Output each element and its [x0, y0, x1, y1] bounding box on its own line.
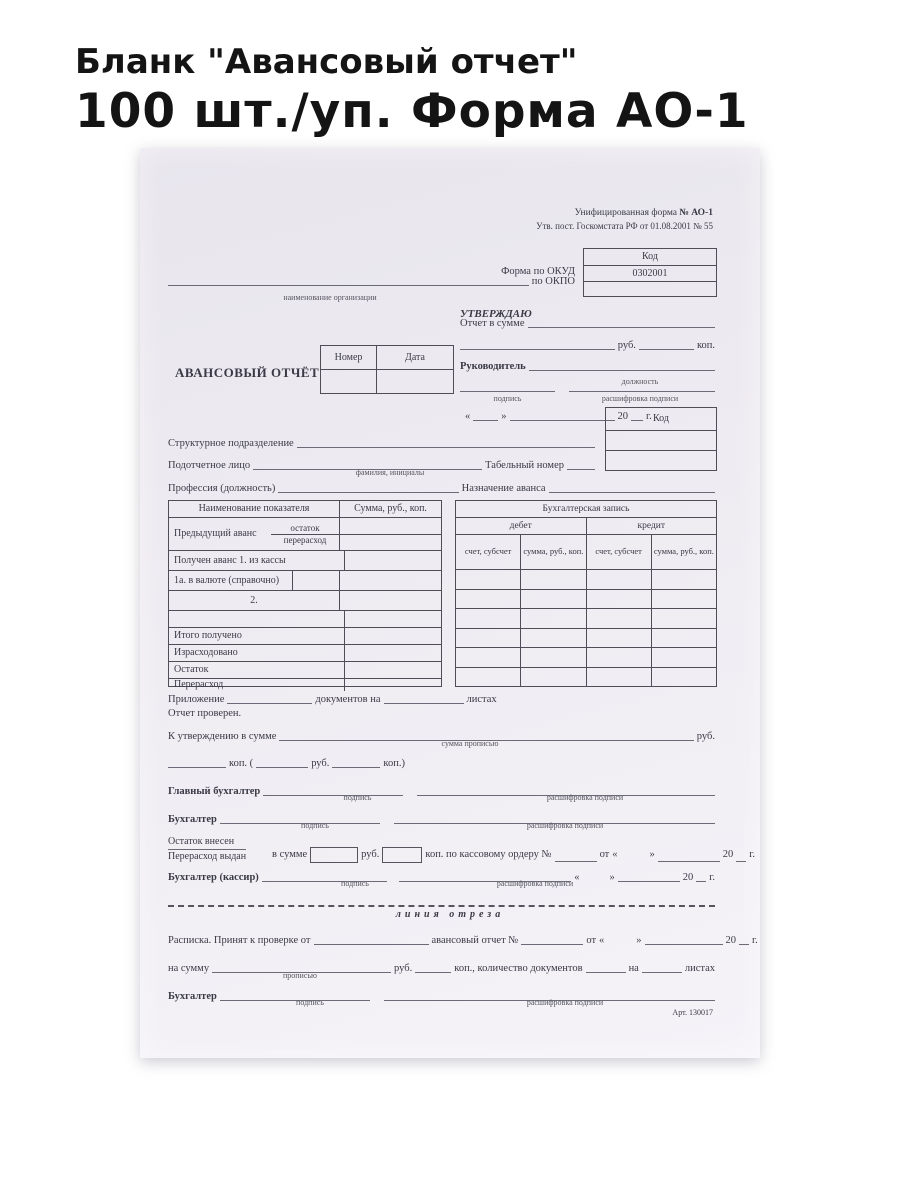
- blank-line: [555, 858, 597, 862]
- position-caption: должность: [621, 377, 659, 386]
- received-cash-sum: [345, 551, 441, 570]
- okud-code-box: [583, 248, 717, 297]
- rest-total-sum: [345, 662, 441, 678]
- code-box-2: [605, 407, 717, 471]
- code-header-2: Код: [606, 408, 716, 431]
- blank-line: [549, 489, 715, 493]
- blank-line: [736, 858, 746, 862]
- blank-line: [460, 346, 615, 350]
- debit-account-header: счет, субсчет: [456, 535, 521, 569]
- attachment-row: Приложение документов на листах: [168, 694, 497, 705]
- blank-line: [227, 700, 312, 704]
- rest-deposited-label: Остаток внесен: [168, 836, 246, 850]
- cut-line-label: линия отреза: [395, 909, 505, 920]
- profession-row: Профессия (должность) Назначение аванса: [168, 483, 715, 494]
- sign-decode-caption: расшифровка подписи: [601, 394, 679, 403]
- prev-advance-label: Предыдущий аванс: [174, 528, 257, 540]
- name-caption: фамилия, инициалы: [355, 468, 425, 477]
- head-date-row: « » 20 г.: [465, 411, 652, 422]
- overrun-total-sum: [345, 679, 441, 691]
- accountable-person-row: Подотчетное лицо Табельный номер: [168, 460, 595, 471]
- debit-sum-header: сумма, руб., коп.: [521, 535, 586, 569]
- head-sign-row: [460, 388, 715, 393]
- accounting-empty-row: [456, 628, 716, 648]
- overrun-total-row: Перерасход: [169, 678, 441, 691]
- blank-line: [567, 466, 595, 470]
- accountant-row: Бухгалтер: [168, 814, 715, 825]
- product-title-line1: Бланк "Авансовый отчет": [75, 42, 578, 82]
- kop-paren-row: коп. ( руб. коп.): [168, 758, 418, 769]
- blank-line: [521, 941, 583, 945]
- code-cell-2b: [606, 451, 716, 470]
- form-title: АВАНСОВЫЙ ОТЧЁТ: [175, 365, 320, 380]
- report-checked: Отчет проверен.: [168, 708, 242, 719]
- chief-accountant-row: Главный бухгалтер: [168, 786, 715, 797]
- total-received-row: Итого получено: [169, 627, 441, 644]
- sign-caption: подпись: [296, 998, 324, 1007]
- accounting-title: Бухгалтерская запись: [456, 501, 716, 518]
- code-header: Код: [584, 249, 716, 266]
- date-label: Дата: [405, 351, 425, 363]
- cash-order-row: в сумме руб. коп. по кассовому ордеру № от « » 20 г.: [272, 847, 715, 863]
- credit-label: кредит: [637, 520, 666, 531]
- indicators-header: Наименование показателя Сумма, руб., коп.: [169, 501, 441, 517]
- number-date-empty: [321, 369, 453, 393]
- rest-sum-cell: [340, 518, 441, 535]
- blank-line: [645, 941, 723, 945]
- cut-dashed-line: [168, 905, 715, 907]
- blank-line: [473, 417, 498, 421]
- okud-code-value: 0302001: [584, 266, 716, 282]
- sign-decode-caption: расшифровка подписи: [526, 998, 604, 1007]
- struct-unit-row: Структурное подразделение: [168, 438, 595, 449]
- received-cash-row: Получен аванс 1. из кассы: [169, 550, 441, 570]
- org-name-line: [168, 276, 575, 287]
- spent-row: Израсходовано: [169, 644, 441, 661]
- number-cell: [321, 370, 377, 393]
- sum-kop-box: [382, 847, 422, 863]
- blank-line: [460, 388, 555, 392]
- form-ao1-paper: [140, 148, 760, 1058]
- accounting-empty-row: [456, 589, 716, 609]
- received-currency-row: [169, 570, 441, 590]
- code-cell-2a: [606, 431, 716, 451]
- sign-caption: подпись: [341, 879, 369, 888]
- report-in-sum-row: Отчет в сумме: [460, 318, 715, 329]
- blank-line: [528, 324, 716, 328]
- approved-by-line: Утв. пост. Госкомстата РФ от 01.08.2001 № 55: [536, 221, 713, 231]
- sign-decode-caption: расшифровка подписи: [496, 879, 574, 888]
- okpo-code-cell: [584, 282, 716, 296]
- number-date-table: [320, 345, 454, 394]
- blank-line: [297, 444, 595, 448]
- blank-line: [384, 700, 464, 704]
- overrun-sublabel: перерасход: [283, 534, 327, 545]
- received-currency-sum: [340, 571, 441, 590]
- words-caption: прописью: [282, 971, 318, 980]
- head-row: Руководитель: [460, 361, 715, 372]
- sum-words-caption: сумма прописью: [441, 739, 499, 748]
- org-caption: наименование организации: [283, 293, 377, 302]
- number-label: Номер: [321, 346, 377, 369]
- blank-line: [529, 367, 715, 371]
- accounting-empty-row: [456, 608, 716, 628]
- blank-line: [510, 417, 615, 421]
- blank-line: [314, 941, 429, 945]
- empty-row: [169, 610, 441, 627]
- blank-line: [168, 282, 529, 286]
- sign-decode-caption: расшифровка подписи: [546, 793, 624, 802]
- row-2: 2.: [169, 590, 441, 610]
- blank-line: [639, 346, 694, 350]
- blank-line: [332, 764, 380, 768]
- approve-label: УТВЕРЖДАЮ: [460, 308, 532, 320]
- sign-caption: подпись: [343, 793, 372, 802]
- row-2-sum: [340, 591, 441, 610]
- blank-line: [696, 878, 706, 882]
- indicators-table: [168, 500, 442, 690]
- product-title-line2: 100 шт./уп. Форма АО-1: [75, 84, 749, 139]
- blank-line: [256, 764, 308, 768]
- spent-sum: [345, 645, 441, 661]
- credit-sum-header: сумма, руб., коп.: [653, 546, 714, 557]
- to-approval-row: К утверждению в сумме руб.: [168, 731, 715, 742]
- blank-line: [586, 969, 626, 973]
- number-date-header: [321, 346, 453, 369]
- accounting-empty-row: [456, 667, 716, 687]
- accounting-empty-row: [456, 647, 716, 667]
- sign-caption: подпись: [301, 821, 329, 830]
- total-received-sum: [345, 628, 441, 644]
- overrun-issued-label: Перерасход выдан: [168, 850, 247, 862]
- blank-line: [658, 858, 720, 862]
- rest-total-row: Остаток: [169, 661, 441, 678]
- accounting-table: [455, 500, 717, 687]
- article-number: Арт. 130017: [672, 1008, 713, 1017]
- date-cell: [377, 370, 453, 393]
- blank-line: [569, 388, 715, 392]
- debit-label: дебет: [456, 518, 587, 534]
- overrun-sum-cell: [340, 535, 441, 551]
- on-sum-row: на сумму руб. коп., количество документов на листах: [168, 963, 715, 974]
- blank-line: [642, 969, 682, 973]
- okpo-label: по ОКПО: [531, 276, 575, 287]
- rub-kop-row: руб. коп.: [460, 340, 715, 351]
- blank-line: [415, 969, 451, 973]
- rest-sublabel: остаток: [271, 523, 339, 534]
- blank-line: [739, 941, 749, 945]
- debit-credit-row: [456, 518, 716, 535]
- credit-account-header: счет, субсчет: [587, 535, 652, 569]
- received-currency-label: 1а. в валюте (справочно): [169, 571, 293, 590]
- rest-overrun-fraction: [168, 836, 246, 862]
- receipt-accountant-row: Бухгалтер: [168, 991, 715, 1002]
- unified-form-line: Унифицированная форма № АО-1: [574, 208, 713, 218]
- cashier-row: Бухгалтер (кассир) « » 20 г.: [168, 872, 715, 883]
- receipt-row: Расписка. Принят к проверке от авансовый отчет № от « » 20 г.: [168, 935, 758, 946]
- accounting-subheader: [456, 535, 716, 570]
- blank-line: [168, 764, 226, 768]
- okud-label: Форма по ОКУД: [501, 266, 575, 277]
- accounting-empty-row: [456, 570, 716, 589]
- prev-advance-row: [169, 517, 441, 550]
- sign-caption: подпись: [493, 394, 522, 403]
- blank-line: [278, 489, 458, 493]
- sum-rub-box: [310, 847, 358, 863]
- sign-decode-caption: расшифровка подписи: [526, 821, 604, 830]
